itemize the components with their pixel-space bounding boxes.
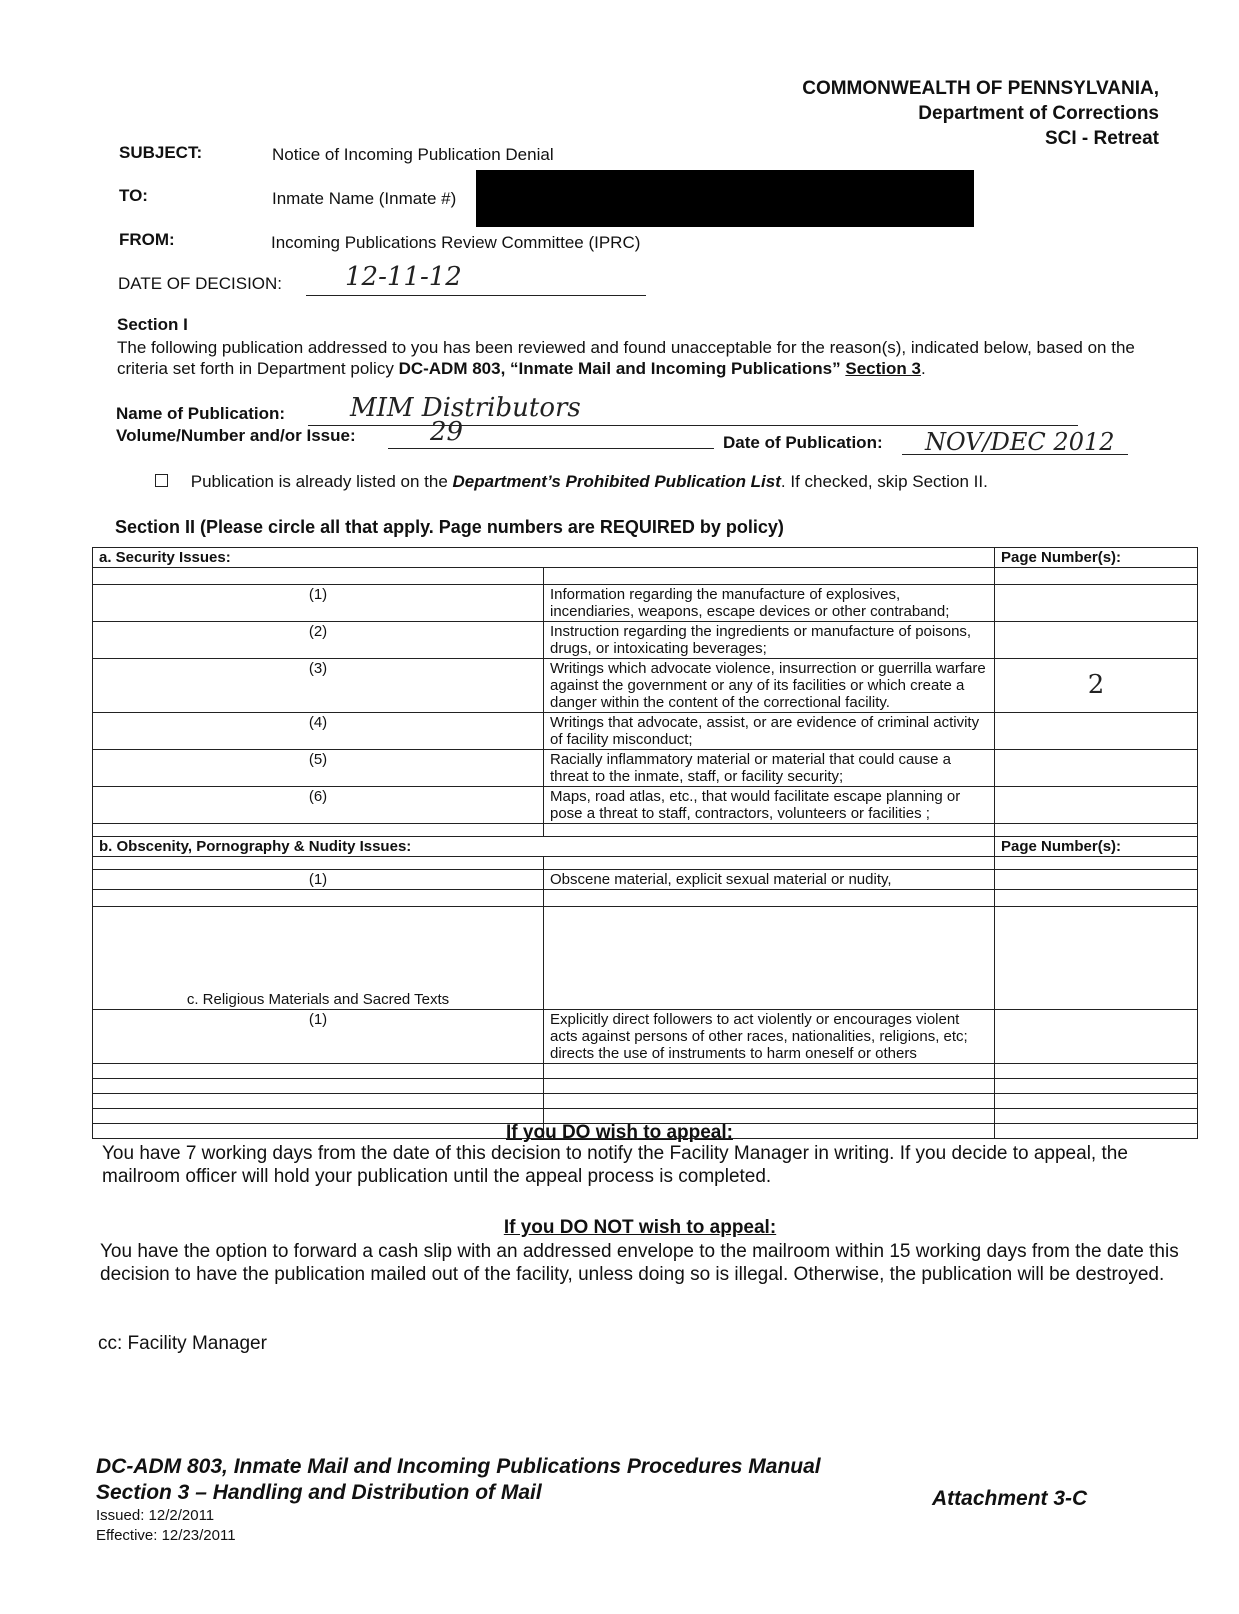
to-value: Inmate Name (Inmate #) — [272, 189, 457, 208]
table-row — [93, 585, 1198, 622]
religious-heading: c. Religious Materials and Sacred Texts — [93, 907, 544, 1010]
appeal-no-text: You have the option to forward a cash slip with an addressed envelope to the mailroom within 15 working days from the date this decision to have the publication mailed out of the facility, unless doing so is illegal. Otherwise, the publication will be destroyed. — [100, 1241, 1179, 1285]
security-page-header: Page Number(s): — [995, 548, 1198, 568]
item-text: Maps, road atlas, etc., that would facilitate escape planning or pose a threat to staff, contractors, volunteers or facilities ; — [544, 787, 995, 824]
table-row — [93, 750, 1198, 787]
footer-title-1: DC-ADM 803, Inmate Mail and Incoming Publications Procedures Manual — [96, 1455, 821, 1478]
item-page — [995, 622, 1198, 659]
item-text: Writings which advocate violence, insurrection or guerrilla warfare against the government or any of its facilities or which create a danger within the content of the correctional facility. — [544, 659, 995, 713]
date-of-decision-label: DATE OF DECISION: — [118, 274, 283, 293]
item-text: Writings that advocate, assist, or are evidence of criminal activity of facility misconduct; — [544, 713, 995, 750]
item-text: Racially inflammatory material or material that could cause a threat to the inmate, staff, or facility security; — [544, 750, 995, 787]
item-number: (5) — [93, 750, 544, 787]
section1-text: The following publication addressed to you has been reviewed and found unacceptable for the reason(s), indicated below, based on the criteria set forth in Department policy DC-ADM 803, “Inmate Mail and Incoming Publications” Section 3. — [117, 338, 1135, 378]
religious-header-row — [93, 907, 1198, 1010]
item-text: Explicitly direct followers to act violently or encourages violent acts against persons of other races, nationalities, religions, etc; directs the use of instruments to harm oneself or others — [544, 1010, 995, 1064]
footer-issued: Issued: 12/2/2011 — [96, 1507, 215, 1524]
volume-value: 29 — [430, 417, 464, 447]
subject-value: Notice of Incoming Publication Denial — [272, 145, 554, 164]
section2-heading: Section II (Please circle all that apply. Page numbers are REQUIRED by policy) — [115, 517, 784, 537]
prohibited-list-checkbox[interactable] — [155, 474, 168, 487]
item-page — [995, 713, 1198, 750]
item-text: Information regarding the manufacture of explosives, incendiaries, weapons, escape devices or other contraband; — [544, 585, 995, 622]
section1-heading: Section I — [117, 315, 188, 334]
item-page: 2 — [995, 659, 1198, 713]
table-row — [93, 1010, 1198, 1064]
from-label: FROM: — [119, 230, 175, 249]
volume-label: Volume/Number and/or Issue: — [116, 426, 356, 445]
pub-name-value: MIM Distributors — [350, 393, 581, 423]
item-number: (1) — [93, 585, 544, 622]
to-label: TO: — [119, 186, 148, 205]
item-page — [995, 750, 1198, 787]
table-row — [93, 870, 1198, 890]
item-number: (2) — [93, 622, 544, 659]
table-row — [93, 622, 1198, 659]
table-row — [93, 713, 1198, 750]
item-number: (1) — [93, 870, 544, 890]
footer-effective: Effective: 12/23/2011 — [96, 1527, 236, 1544]
appeal-yes-text: You have 7 working days from the date of this decision to notify the Facility Manager in writing. If you decide to appeal, the mailroom officer will hold your publication until the appeal process is completed. — [102, 1143, 1128, 1187]
section2-table — [92, 547, 1198, 1139]
obscenity-header-row — [93, 837, 1198, 857]
table-row — [93, 659, 1198, 713]
prohibited-list-row: Publication is already listed on the Department’s Prohibited Publication List. If checked, skip Section II. — [155, 472, 988, 492]
cc-line: cc: Facility Manager — [98, 1333, 267, 1354]
item-number-circled: (3) — [93, 659, 544, 713]
from-value: Incoming Publications Review Committee (IPRC) — [271, 233, 641, 252]
pub-date-value: NOV/DEC 2012 — [925, 428, 1115, 456]
item-page — [995, 787, 1198, 824]
table-row — [93, 787, 1198, 824]
appeal-no-heading: If you DO NOT wish to appeal: — [503, 1217, 777, 1238]
redaction-bar — [476, 170, 974, 227]
item-text: Instruction regarding the ingredients or manufacture of poisons, drugs, or intoxicating beverages; — [544, 622, 995, 659]
item-number: (6) — [93, 787, 544, 824]
obscenity-page-header: Page Number(s): — [995, 837, 1198, 857]
pub-date-label: Date of Publication: — [723, 433, 883, 452]
pub-name-label: Name of Publication: — [116, 404, 286, 423]
security-heading: a. Security Issues: — [93, 548, 995, 568]
date-of-decision-value: 12-11-12 — [345, 262, 462, 292]
item-number: (4) — [93, 713, 544, 750]
header-department: Department of Corrections — [918, 103, 1159, 124]
item-page — [995, 1010, 1198, 1064]
header-commonwealth: COMMONWEALTH OF PENNSYLVANIA, — [802, 78, 1159, 99]
header-facility: SCI - Retreat — [1044, 128, 1159, 149]
footer-attachment: Attachment 3-C — [932, 1487, 1088, 1510]
subject-label: SUBJECT: — [119, 143, 203, 162]
security-header-row — [93, 548, 1198, 568]
obscenity-heading: b. Obscenity, Pornography & Nudity Issues: — [93, 837, 995, 857]
appeal-yes-heading: If you DO wish to appeal: — [506, 1122, 733, 1143]
item-number: (1) — [93, 1010, 544, 1064]
item-page — [995, 585, 1198, 622]
item-text: Obscene material, explicit sexual material or nudity, — [544, 870, 995, 890]
item-page — [995, 870, 1198, 890]
footer-title-2: Section 3 – Handling and Distribution of Mail — [96, 1481, 542, 1504]
